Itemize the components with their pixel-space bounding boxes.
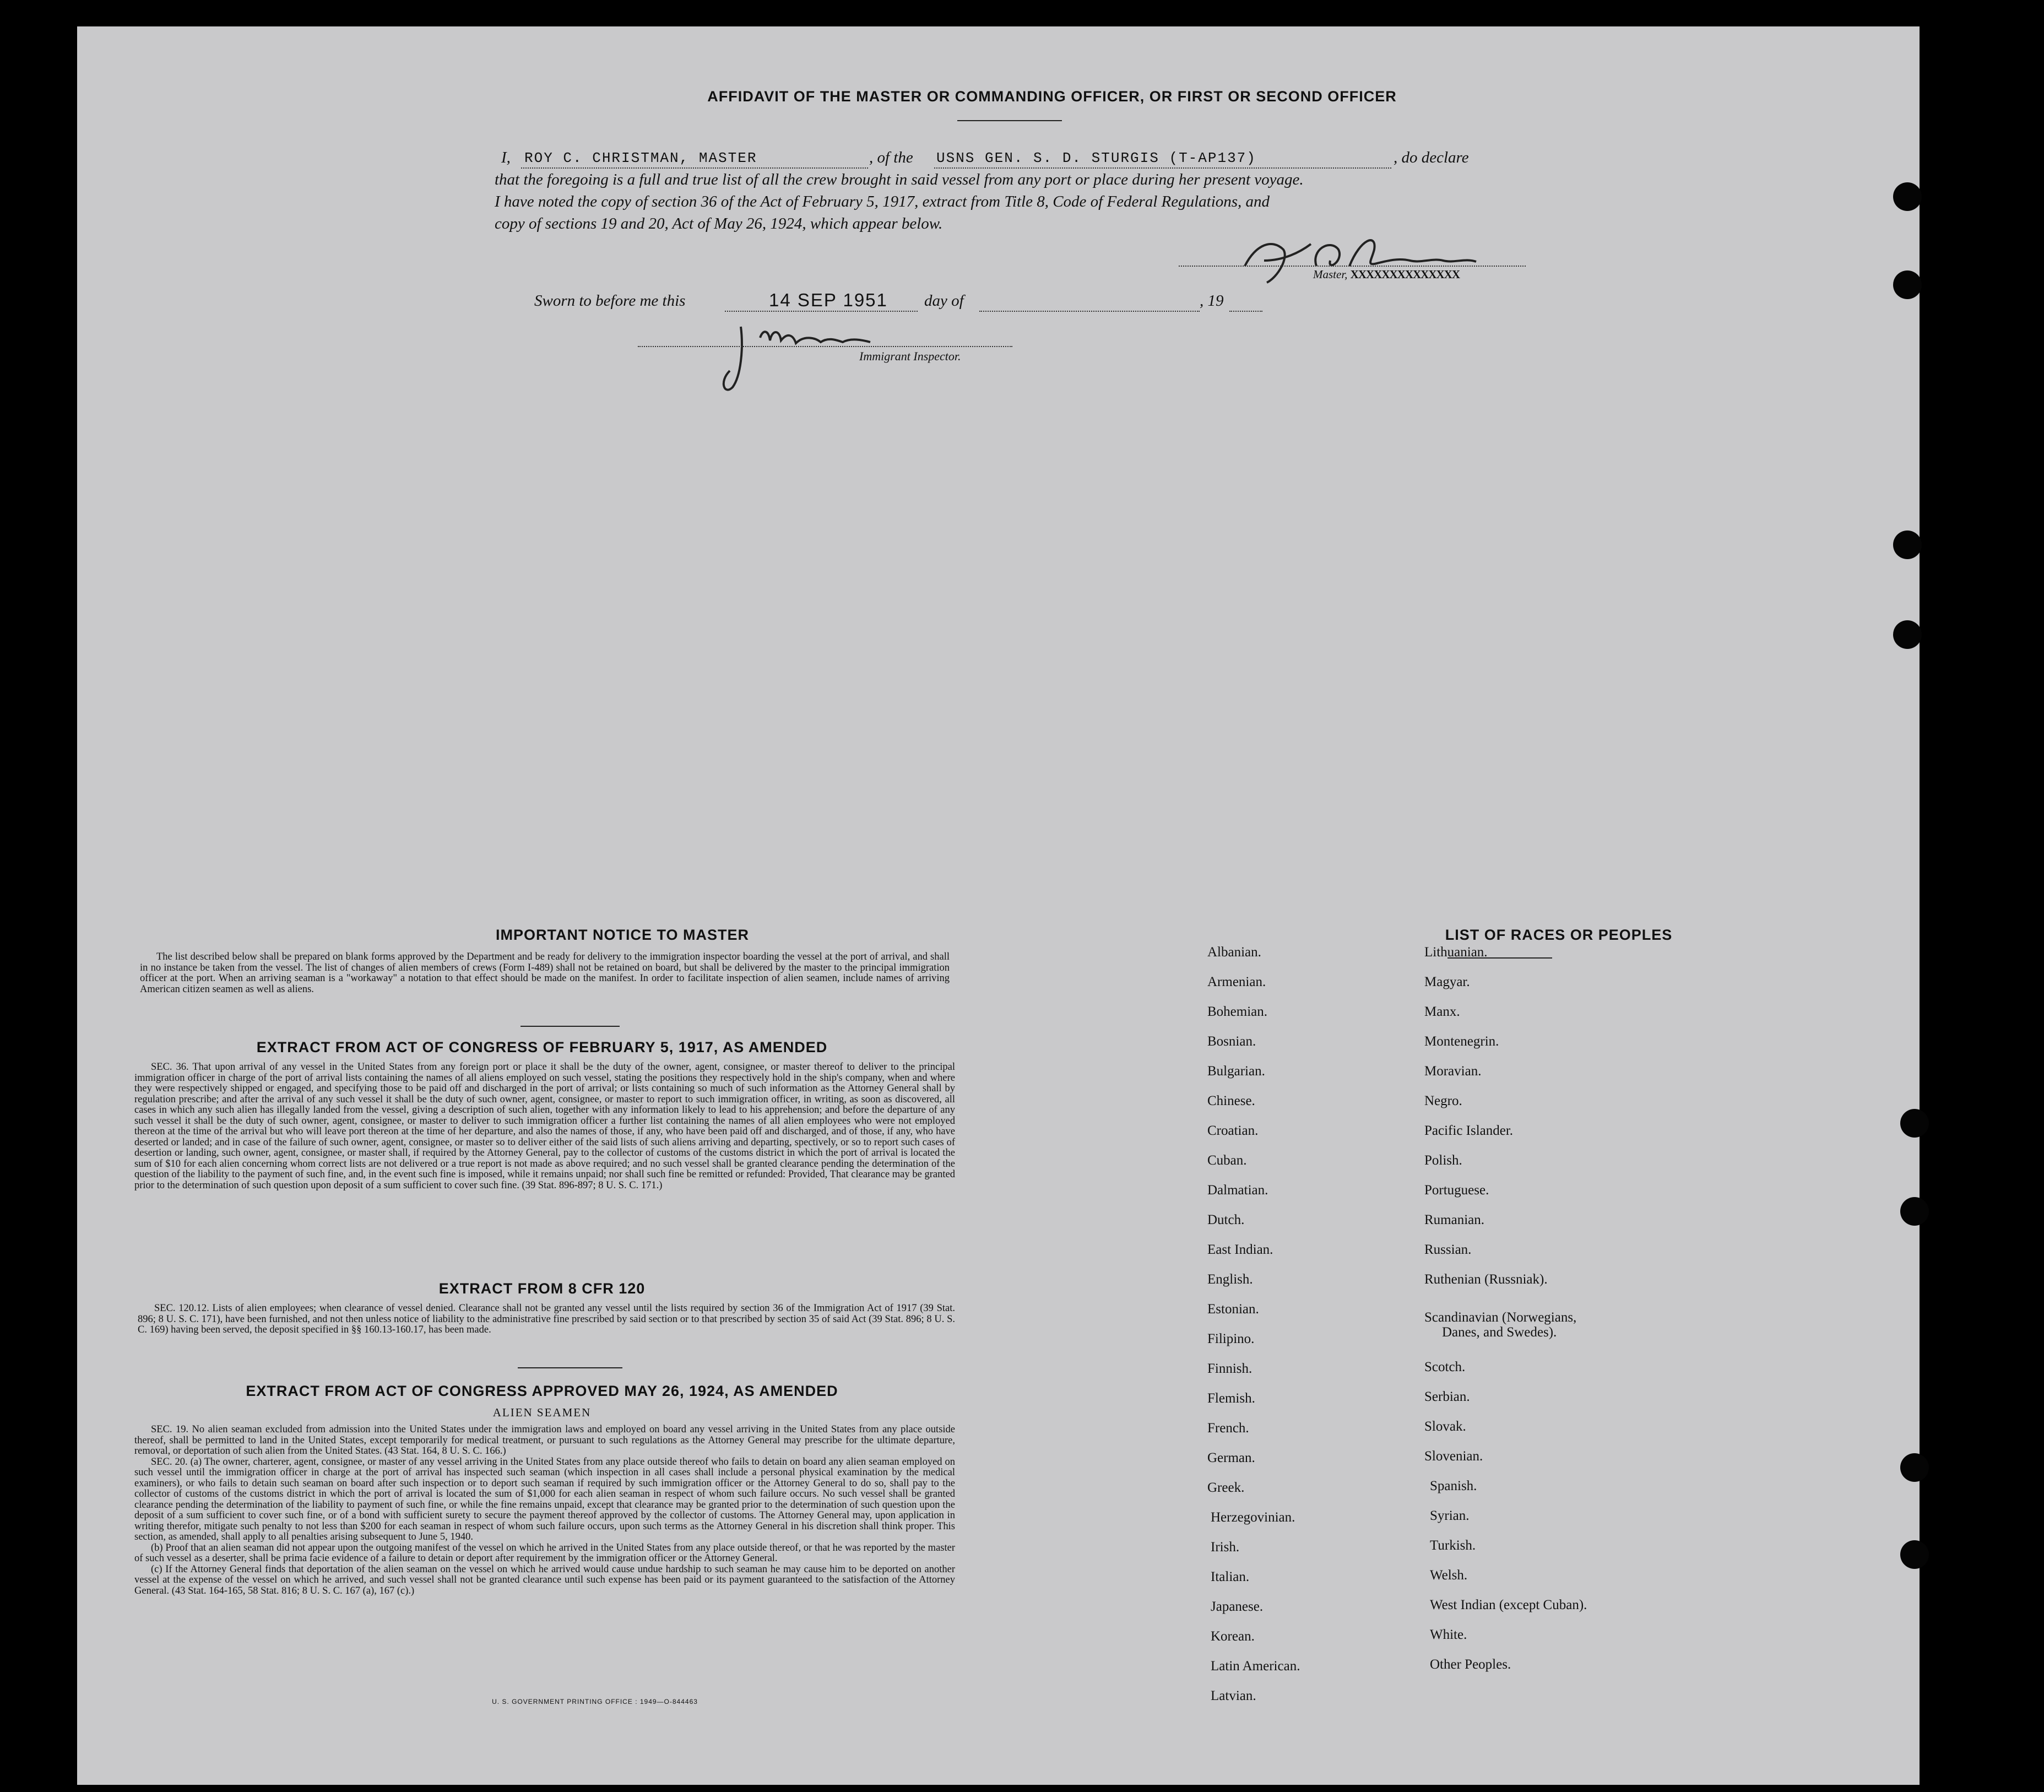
sec-20b: (b) Proof that an alien seaman did not appear upon the outgoing manifest of the vessel on which he arrived in the United States from any place outside thereof, or that he was reported by the master of such vessel as a deserter, shall be prima facie evidence of a failure to detain or deport after requirement by the immigration officer or the Attorney General. — [134, 1542, 955, 1564]
year-underline — [1229, 311, 1262, 312]
race-item: Rumanian. — [1424, 1212, 1485, 1227]
notice-title: IMPORTANT NOTICE TO MASTER — [496, 927, 749, 943]
punch-hole — [1900, 1109, 1929, 1138]
heading-divider — [957, 120, 1062, 121]
race-item: German. — [1207, 1450, 1255, 1465]
race-item: Welsh. — [1430, 1568, 1468, 1583]
affidavit-line-2: that the foregoing is a full and true list of all the crew brought in said vessel from any port or place during her present voyage. — [495, 171, 1304, 188]
name-underline — [521, 167, 868, 169]
race-item: Lithuanian. — [1424, 945, 1488, 960]
race-item: Moravian. — [1424, 1064, 1482, 1079]
affidavit-title: AFFIDAVIT OF THE MASTER OR COMMANDING OFFICER, OR FIRST OR SECOND OFFICER — [707, 88, 1397, 105]
race-item: Other Peoples. — [1430, 1657, 1511, 1672]
month-underline — [979, 311, 1200, 312]
extract-cfr-title: EXTRACT FROM 8 CFR 120 — [438, 1280, 646, 1297]
race-item: Filipino. — [1207, 1331, 1255, 1346]
officer-name: ROY C. CHRISTMAN, MASTER — [524, 150, 757, 166]
race-item: Turkish. — [1430, 1538, 1476, 1553]
year-label: , 19 — [1200, 292, 1224, 310]
race-item: Dutch. — [1207, 1212, 1245, 1227]
race-item: Danes, and Swedes). — [1442, 1325, 1557, 1340]
race-item: Irish. — [1211, 1540, 1240, 1555]
punch-hole — [1893, 620, 1922, 649]
sec-19: SEC. 19. No alien seaman excluded from admission into the United States under the immigration laws and employed on board any vessel arriving in the United States from any place outside thereof, shall be permitted to land in the United States, except temporarily for medical treatment, or pursuant to such regulations as the Attorney General may prescribe for the ultimate departure, removal, or deportation of such alien from the United States. (43 Stat. 164, 8 U. S. C. 166.) — [134, 1424, 955, 1457]
race-item: Slovenian. — [1424, 1449, 1483, 1464]
i-label: I, — [501, 149, 511, 166]
race-item: French. — [1207, 1421, 1249, 1436]
struck-caption: XXXXXXXXXXXXXX — [1350, 268, 1460, 281]
race-item: Greek. — [1207, 1480, 1245, 1495]
race-item: Korean. — [1211, 1629, 1255, 1644]
race-item: Albanian. — [1207, 945, 1261, 960]
race-item: Croatian. — [1207, 1123, 1259, 1138]
form-page — [77, 26, 1920, 1785]
race-item: Cuban. — [1207, 1153, 1247, 1168]
of-the-label: , of the — [869, 149, 913, 166]
inspector-signature-line — [638, 346, 1012, 347]
race-item: Polish. — [1424, 1153, 1462, 1168]
race-item: Syrian. — [1430, 1508, 1470, 1523]
race-item: Flemish. — [1207, 1391, 1255, 1406]
extract-1924-title: EXTRACT FROM ACT OF CONGRESS APPROVED MAY 26, 1924, AS AMENDED — [246, 1383, 838, 1399]
race-item: Latin American. — [1211, 1659, 1300, 1674]
inspector-caption: Immigrant Inspector. — [859, 349, 961, 363]
printer-line: U. S. GOVERNMENT PRINTING OFFICE : 1949—O-844463 — [492, 1698, 698, 1706]
vessel-name: USNS GEN. S. D. STURGIS (T-AP137) — [936, 150, 1256, 166]
race-item: Russian. — [1424, 1242, 1472, 1257]
race-item: Portuguese. — [1424, 1183, 1489, 1198]
sec-20a: SEC. 20. (a) The owner, charterer, agent, consignee, or master of any vessel arriving in the United States from any place outside thereof who fails to detain on board any alien seaman employed on such vessel until the immigration officer in charge at the port of arrival has inspected such seaman (which inspection in all cases shall include a personal physical examination by the medical examiners), or who fails to detain such seaman on board after such inspection or to deport such seaman if required by such immigration officer or the Attorney General to do so, shall pay to the collector of customs of the customs district in which the port of arrival is located the sum of $1,000 for each alien seaman in respect of whom such failure occurs. No such vessel shall be granted clearance pending the determination of the liability to payment of such fine, or while the fine remains unpaid, except that clearance may be granted prior to the determination of such question upon the deposit of a sum sufficient to cover such fine, or of a bond with sufficient surety to secure the payment thereof approved by the collector of customs. The Attorney General may, upon application in writing therefor, mitigate such penalty to not less than $200 for each seaman in respect of whom such failure occurs, upon such terms as the Attorney General in his discretion shall think proper. This section, as amended, shall apply to all penalties arising subsequent to June 5, 1940. — [134, 1456, 955, 1542]
day-of-label: day of — [924, 292, 964, 310]
affidavit-line-1 — [501, 149, 1586, 171]
sworn-date-stamp: 14 SEP 1951 — [769, 290, 888, 310]
punch-hole — [1900, 1540, 1929, 1569]
race-item: Magyar. — [1424, 974, 1470, 989]
sec-20c: (c) If the Attorney General finds that deportation of the alien seaman on the vessel on which he arrived would cause undue hardship to such seaman he may cause him to be deported on another vessel at the expense of the vessel on which he arrived, and such vessel shall not be granted clearance until such expense has been paid or its payment guaranteed to the satisfaction of the Attorney General. (43 Stat. 164-165, 58 Stat. 816; 8 U. S. C. 167 (a), 167 (c).) — [134, 1563, 955, 1596]
extract-1924-body — [134, 1425, 955, 1596]
race-item: West Indian (except Cuban). — [1430, 1598, 1587, 1612]
race-item: Herzegovinian. — [1211, 1510, 1295, 1525]
punch-hole — [1900, 1197, 1929, 1226]
race-item: Manx. — [1424, 1004, 1460, 1019]
notice-body: The list described below shall be prepared on blank forms approved by the Department and be ready for delivery to the immigration inspector boarding the vessel at the port of arrival, and shall in no instance be taken from the vessel. The list of changes of alien members of crews (Form I-489) shall not be retained on board, but shall be delivered by the master to the principal immigration officer at the port. When an arriving seaman is a "workaway" a notation to that effect should be made on the manifest. In order to facilitate inspection of alien seamen, include names of arriving American citizen seamen as well as aliens. — [140, 951, 950, 995]
punch-hole — [1900, 1453, 1929, 1482]
race-item: Montenegrin. — [1424, 1034, 1499, 1049]
date-underline — [725, 311, 918, 312]
race-item: East Indian. — [1207, 1242, 1273, 1257]
race-item: Scotch. — [1424, 1360, 1466, 1374]
alien-seamen-subtitle: ALIEN SEAMEN — [492, 1406, 592, 1419]
cfr-divider — [518, 1367, 622, 1368]
punch-hole — [1893, 270, 1922, 299]
sworn-label: Sworn to before me this — [534, 292, 686, 310]
race-item: Japanese. — [1211, 1599, 1264, 1614]
race-item: English. — [1207, 1272, 1253, 1287]
master-signature-line — [1179, 266, 1526, 267]
races-title: LIST OF RACES OR PEOPLES — [1445, 927, 1673, 943]
race-item: Bosnian. — [1207, 1034, 1256, 1049]
affidavit-line-4: copy of sections 19 and 20, Act of May 26, 1924, which appear below. — [495, 215, 943, 232]
master-caption — [1313, 268, 1460, 281]
extract-1917-body: SEC. 36. That upon arrival of any vessel in the United States from any foreign port or place it shall be the duty of the owner, agent, consignee, or master thereof to deliver to the principal immigration officer in charge of the port of arrival lists containing the names of all aliens employed on such vessel, stating the positions they respectively hold in the ship's company, when and where they were respectively shipped or engaged, and specifying those to be paid off and discharged in the port of arrival; or lists containing so much of such information as the Attorney General shall by regulation prescribe; and after the arrival of any such vessel it shall be the duty of such owner, agent, consignee, or master to report to such immigration officer, in writing, as soon as discovered, all cases in which any such alien has illegally landed from the vessel, giving a description of such alien, together with any information likely to lead to his apprehension; and before the departure of any such vessel it shall be the duty of such owner, agent, consignee, or master to deliver to such immigration officer a further list containing the names of all alien employees who were not employed thereon at the time of the arrival but who will leave port thereon at the time of her departure, and also the names of those, if any, who have been paid off and discharged, and of those, if any, who have deserted or landed; and in case of the failure of such owner, agent, consignee, or master so to deliver either of the said lists of such aliens arriving and departing, spectively, or so to report such cases of desertion or landing, such owner, agent, consignee, or master shall, if required by the Attorney General, pay to the collector of customs of the customs district in which the port of arrival is located the sum of $10 for each alien concerning whom correct lists are not delivered or a true report is not made as above required; and no such vessel shall be granted clearance pending the determination of the question of the liability to the payment of such fine, and, in the event such fine is imposed, while it remains unpaid; nor shall such fine be remitted or refunded: Provided, That clearance may be granted prior to the determination of such question upon deposit of a sum sufficient to cover such fine. (39 Stat. 896-897; 8 U. S. C. 171.) — [134, 1062, 955, 1191]
declare-label: , do declare — [1394, 149, 1469, 166]
master-caption-label: Master, — [1313, 268, 1348, 281]
race-item: Scandinavian (Norwegians, — [1424, 1310, 1577, 1325]
race-item: Ruthenian (Russniak). — [1424, 1272, 1548, 1287]
race-item: Estonian. — [1207, 1302, 1259, 1317]
race-item: White. — [1430, 1627, 1467, 1642]
race-item: Armenian. — [1207, 974, 1266, 989]
punch-hole — [1893, 530, 1922, 559]
race-item: Bohemian. — [1207, 1004, 1268, 1019]
vessel-underline — [934, 167, 1391, 169]
race-item: Serbian. — [1424, 1389, 1470, 1404]
race-item: Latvian. — [1211, 1688, 1256, 1703]
race-item: Dalmatian. — [1207, 1183, 1268, 1198]
race-item: Pacific Islander. — [1424, 1123, 1514, 1138]
punch-hole — [1893, 182, 1922, 211]
race-item: Negro. — [1424, 1093, 1462, 1108]
extract-cfr-body: SEC. 120.12. Lists of alien employees; when clearance of vessel denied. Clearance shall not be granted any vessel until the lists required by section 36 of the Immigration Act of 1917 (39 Stat. 896; 8 U. S. C. 171), have been furnished, and not then unless notice of liability to the administrative fine prescribed by said section or to that prescribed by section 35 of said Act (39 Stat. 896; 8 U. S. C. 169) having been served, the deposit specified in §§ 160.13-160.17, has been made. — [138, 1303, 955, 1335]
notice-divider — [521, 1026, 620, 1027]
race-item: Spanish. — [1430, 1479, 1477, 1493]
master-signature — [1234, 228, 1542, 294]
race-item: Finnish. — [1207, 1361, 1253, 1376]
affidavit-line-3: I have noted the copy of section 36 of the Act of February 5, 1917, extract from Title 8, Code of Federal Regulations, and — [495, 193, 1270, 210]
race-item: Bulgarian. — [1207, 1064, 1265, 1079]
race-item: Italian. — [1211, 1569, 1250, 1584]
race-item: Chinese. — [1207, 1093, 1255, 1108]
extract-1917-title: EXTRACT FROM ACT OF CONGRESS OF FEBRUARY 5, 1917, AS AMENDED — [256, 1039, 828, 1055]
race-item: Slovak. — [1424, 1419, 1466, 1434]
sworn-line — [534, 290, 1371, 316]
